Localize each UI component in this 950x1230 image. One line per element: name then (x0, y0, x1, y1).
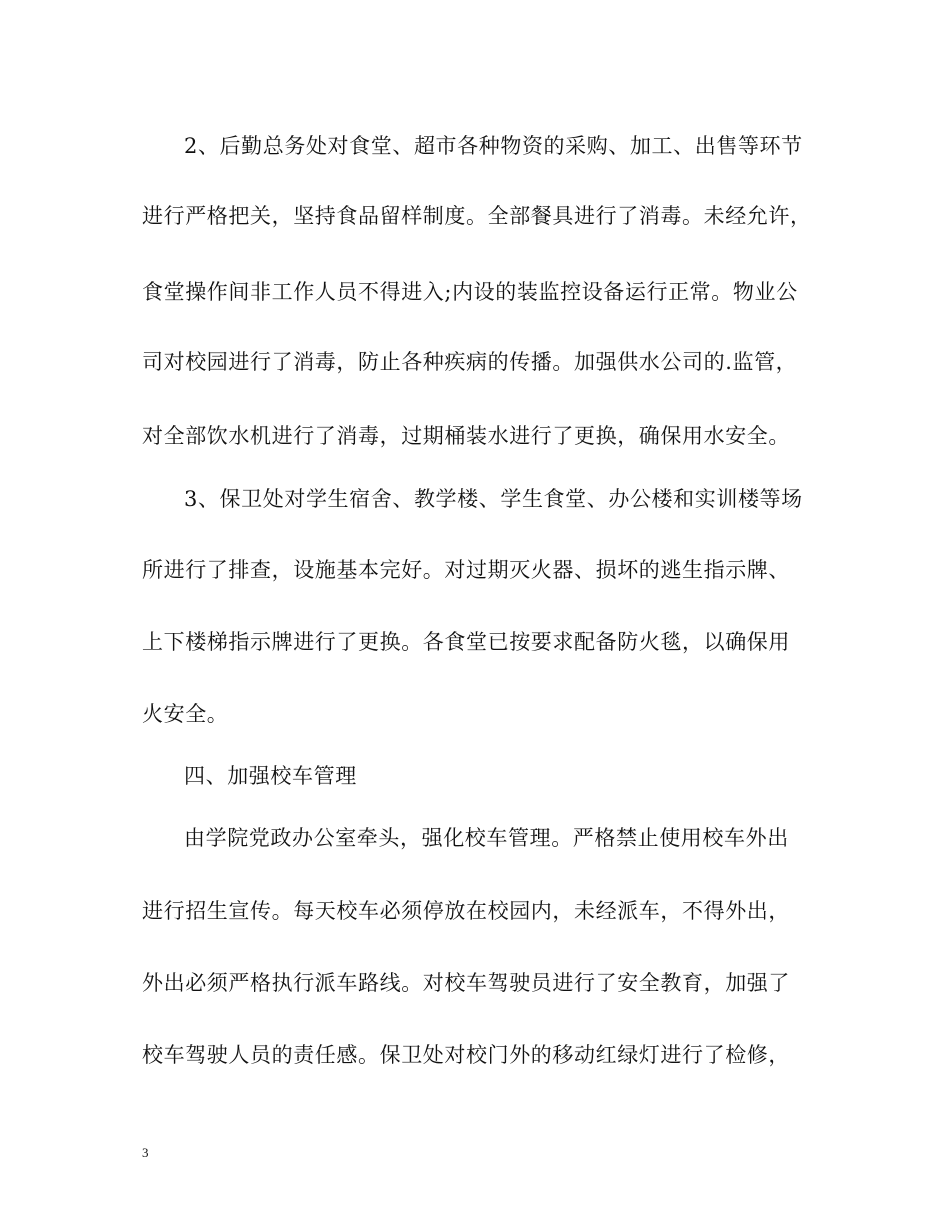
paragraph-line: 火安全。 (142, 702, 229, 726)
section-heading: 四、加强校车管理 (184, 764, 357, 788)
paragraph-line: 所进行了排查，设施基本完好。对过期灭火器、损坏的逃生指示牌、 (142, 558, 790, 582)
paragraph-line: 进行招生宣传。每天校车必须停放在校园内，未经派车，不得外出， (142, 899, 790, 923)
paragraph-line: 食堂操作间非工作人员不得进入;内设的装监控设备运行正常。物业公 (142, 280, 798, 304)
paragraph-line: 上下楼梯指示牌进行了更换。各食堂已按要求配备防火毯，以确保用 (142, 630, 790, 654)
paragraph-line: 进行严格把关，坚持食品留样制度。全部餐具进行了消毒。未经允许， (142, 204, 812, 228)
paragraph-line: 由学院党政办公室牵头，强化校车管理。严格禁止使用校车外出 (184, 826, 789, 850)
paragraph-line: 对全部饮水机进行了消毒，过期桶装水进行了更换，确保用水安全。 (142, 424, 790, 448)
page-number: 3 (142, 1145, 149, 1160)
paragraph-line: 3、保卫处对学生宿舍、教学楼、学生食堂、办公楼和实训楼等场 (184, 487, 803, 511)
paragraph-line: 2、后勤总务处对食堂、超市各种物资的采购、加工、出售等环节 (184, 134, 803, 158)
paragraph-line: 外出必须严格执行派车路线。对校车驾驶员进行了安全教育，加强了 (142, 971, 790, 995)
paragraph-line: 司对校园进行了消毒，防止各种疾病的传播。加强供水公司的.监管， (142, 350, 798, 374)
paragraph-line: 校车驾驶人员的责任感。保卫处对校门外的移动红绿灯进行了检修， (142, 1043, 790, 1067)
